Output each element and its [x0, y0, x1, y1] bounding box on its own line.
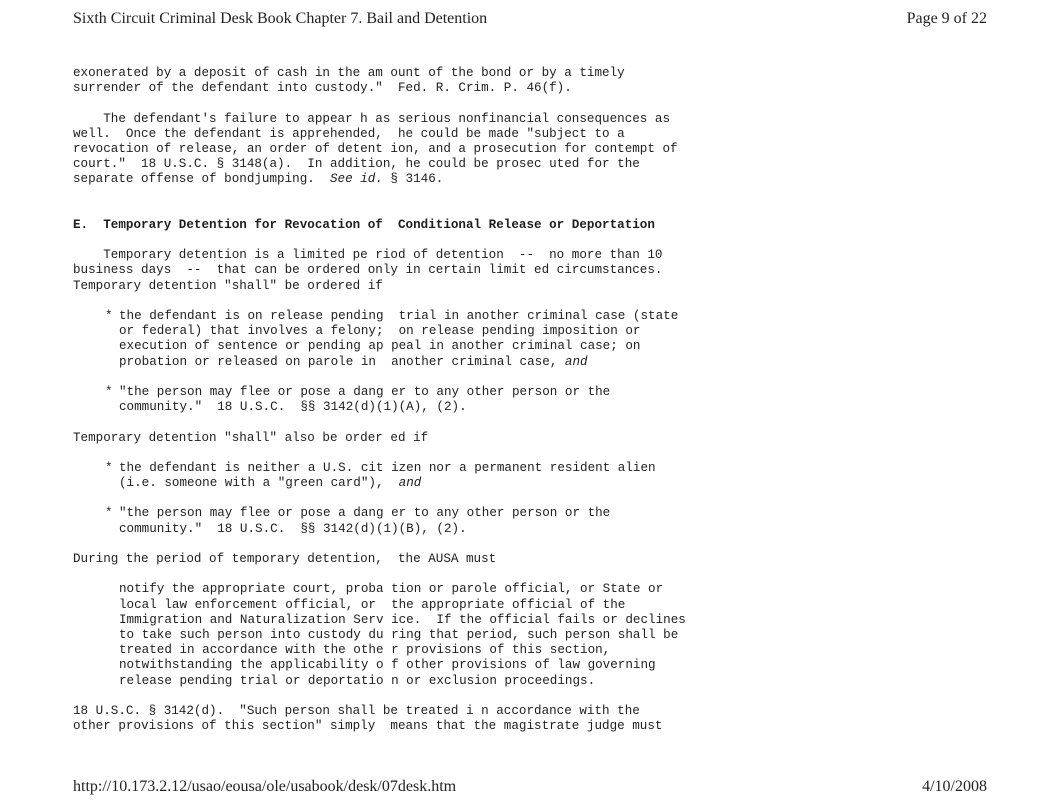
print-date: 4/10/2008 [922, 778, 987, 795]
paragraph-statute-citation [73, 704, 993, 734]
document-title: Sixth Circuit Criminal Desk Book Chapter 7. Bail and Detention [73, 10, 488, 27]
text-line: 18 U.S.C. § 3142(d). "Such person shall be treated i n accordance with the [73, 703, 640, 718]
text-line: The defendant's failure to appear h as serious nonfinancial consequences as [73, 111, 671, 126]
text-line: Temporary detention "shall" be ordered if [73, 278, 383, 293]
text-line: revocation of release, an order of detent ion, and a prosecution for contempt of [73, 141, 678, 156]
text-line: notwithstanding the applicability o f other provisions of law governing [119, 658, 656, 673]
list-item [73, 385, 993, 415]
text-line: probation or released on parole in another criminal case, and [119, 354, 588, 369]
page-header [73, 10, 987, 28]
bullet-marker: * [105, 506, 113, 521]
emphasis-and: and [398, 476, 422, 491]
emphasis-and: and [564, 354, 588, 369]
text-line: treated in accordance with the othe r provisions of this section, [119, 643, 611, 658]
list-item [73, 461, 993, 491]
text-line: the defendant is on release pending trial in another criminal case (state [119, 309, 679, 323]
section-heading-e: E. Temporary Detention for Revocation of Conditional Release or Deportation [73, 217, 655, 232]
text-line: surrender of the defendant into custody." Fed. R. Crim. P. 46(f). [73, 81, 572, 96]
text-line: court." 18 U.S.C. § 3148(a). In addition, he could be prosec uted for the [73, 157, 640, 172]
bullet-marker: * [105, 309, 113, 323]
text-line: to take such person into custody du ring that period, such person shall be [119, 627, 679, 642]
paragraph-continuation [73, 66, 993, 96]
text-line: notify the appropriate court, proba tion or parole official, or State or [119, 582, 664, 597]
list-item [73, 506, 993, 536]
text-line: "the person may flee or pose a dang er to any other person or the [119, 506, 611, 521]
text-line: release pending trial or deportatio n or exclusion proceedings. [119, 673, 596, 688]
paragraph-failure-to-appear [73, 112, 993, 188]
paragraph-ausa-must: During the period of temporary detention, the AUSA must [73, 552, 497, 566]
text-line: or federal) that involves a felony; on release pending imposition or [119, 324, 641, 339]
text-line: business days -- that can be ordered only in certain limit ed circumstances. [73, 263, 663, 278]
document-body [73, 66, 993, 734]
block-quote [73, 582, 993, 688]
text-line: Temporary detention is a limited pe riod of detention -- no more than 10 [73, 248, 663, 263]
bullet-marker: * [105, 460, 113, 475]
bullet-marker: * [105, 384, 113, 399]
text-line: (i.e. someone with a "green card"), and [119, 476, 422, 491]
text-line: separate offense of bondjumping. See id. § 3146. [73, 172, 444, 187]
text-line: local law enforcement official, or the appropriate official of the [119, 597, 626, 612]
text-line: community." 18 U.S.C. §§ 3142(d)(1)(B), (2). [119, 521, 467, 536]
page-footer [73, 778, 987, 796]
text-line: "the person may flee or pose a dang er to any other person or the [119, 384, 611, 399]
page-number: Page 9 of 22 [906, 10, 987, 27]
paragraph-also-ordered: Temporary detention "shall" also be order ed if [73, 430, 429, 445]
text-line: Immigration and Naturalization Serv ice. If the official fails or declines [119, 612, 686, 627]
list-item [73, 309, 993, 370]
text-line: well. Once the defendant is apprehended, he could be made "subject to a [73, 126, 625, 141]
text-line: exonerated by a deposit of cash in the am ount of the bond or by a timely [73, 66, 625, 80]
text-line: execution of sentence or pending ap peal in another criminal case; on [119, 339, 641, 354]
paragraph-temporary-detention [73, 248, 993, 294]
text-line: the defendant is neither a U.S. cit izen nor a permanent resident alien [119, 460, 656, 475]
text-line: community." 18 U.S.C. §§ 3142(d)(1)(A), (2). [119, 400, 467, 415]
page-url: http://10.173.2.12/usao/eousa/ole/usabook/desk/07desk.htm [73, 778, 457, 795]
see-id-citation: See id. [329, 172, 383, 187]
text-line: other provisions of this section" simply means that the magistrate judge must [73, 719, 663, 734]
